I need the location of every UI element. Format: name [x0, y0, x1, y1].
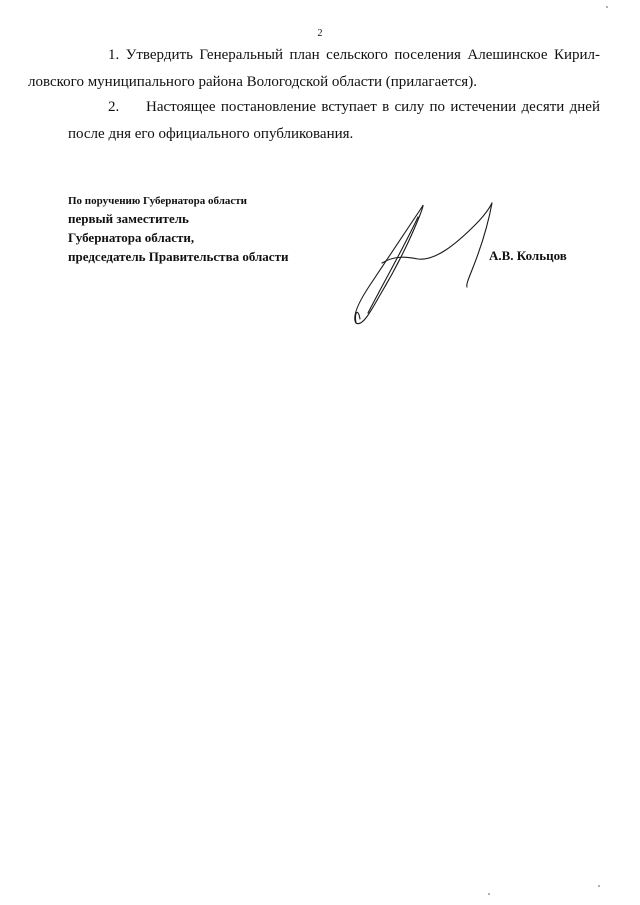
resolution-paragraph-1	[28, 42, 600, 96]
signature-stroke-loop	[355, 205, 423, 323]
signature-stroke-inner	[368, 217, 418, 313]
paragraph-2-number: 2.	[108, 99, 120, 115]
resolution-paragraph-2	[68, 94, 600, 148]
signer-position-line-2: Губернатора области,	[68, 230, 195, 245]
page-number: 2	[317, 28, 323, 39]
signer-name: А.В. Кольцов	[489, 248, 567, 263]
paragraph-1-line-2: ловского муниципального района Вологодской области (прилагается).	[28, 74, 477, 90]
scan-speck	[606, 6, 608, 8]
scan-speck	[488, 893, 490, 895]
paragraph-1-line-1: 1. Утвердить Генеральный план сельского поселения Алешинское Кирил-	[108, 47, 600, 63]
paragraph-2-text-line-1: Настоящее постановление вступает в силу по истечении десяти дней	[146, 99, 600, 115]
signer-position-line-3: председатель Правительства области	[68, 249, 289, 264]
signer-position-line-1: первый заместитель	[68, 211, 189, 226]
signature-block	[68, 193, 288, 266]
signature-stroke-crossbar	[382, 203, 492, 263]
handwritten-signature	[340, 195, 510, 330]
on-behalf-label: По поручению Губернатора области	[68, 195, 248, 207]
paragraph-2-text-line-2: после дня его официального опубликования.	[68, 126, 354, 142]
scan-speck	[598, 885, 600, 887]
signature-stroke-tail	[355, 312, 360, 323]
signature-stroke-descender	[467, 203, 492, 287]
paragraph-2-line-1	[68, 94, 600, 121]
